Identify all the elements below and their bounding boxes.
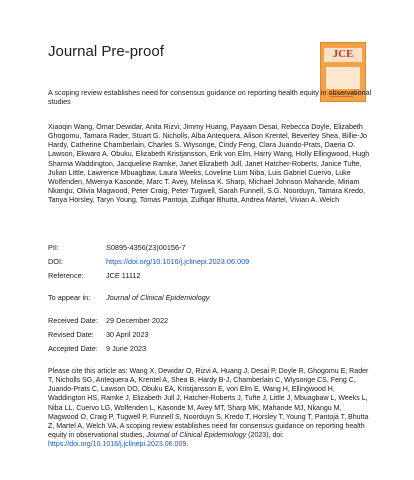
- citation-end: .: [186, 441, 189, 449]
- revised-date: 30 April 2023: [106, 330, 149, 339]
- to-appear-label: To appear in:: [48, 293, 91, 302]
- received-label: Received Date:: [48, 316, 98, 325]
- pii-value: S0895-4356(23)00156-7: [106, 243, 186, 252]
- header-title: Journal Pre-proof: [48, 43, 164, 60]
- accepted-date: 9 June 2023: [106, 344, 147, 353]
- citation-text: Please cite this article as: Wang X, Dewidar O, Rizvi A, Huang J, Desai P, Doyle R, Ghogomu E, Rader T, Nicholls SG, Antequera A, Krentel A, Shea B, Hardy B-J, Chamberlain C, Wiysonge CS, Feng C, Juando-Prats C, Lawson DO, Obuku EA, Kristjansson E, von Elm E, Wang H, Ellingwood H, Waddington HS, Ramke J, Elizabeth Jull J, Hatcher-Roberts J, Tufte J, Little J, Mbuagbaw L, Weeks L, Niba LL, Cuervo LG, Wolfenden L, Kasonde M, Avey MT, Sharp MK, Mahande MJ, Nkangu M, Magwood O, Craig P, Tugwell P, Funnell S, Noorduyn S, Kredo T, Horsley T, Young T, Pantoja T, Bhutta Z, Martel A, Welch VA, A scoping review establishes need for consensus guidance on reporting health equity in observational studies,: [48, 368, 369, 440]
- citation-paragraph: [48, 367, 373, 449]
- citation-doi-link[interactable]: https://doi.org/10.1016/j.jclinepi.2023.06.009: [48, 441, 187, 449]
- journal-name: Journal of Clinical Epidemiology: [106, 293, 210, 302]
- received-date: 29 December 2022: [106, 316, 169, 325]
- reference-label: Reference:: [48, 271, 84, 280]
- pii-label: PII:: [48, 243, 59, 252]
- doi-label: DOI:: [48, 257, 63, 266]
- cover-panel: [326, 67, 360, 89]
- article-title: A scoping review establishes need for consensus guidance on reporting health equity in observational studies: [48, 88, 372, 107]
- accepted-label: Accepted Date:: [48, 344, 98, 353]
- author-list: Xiaoqin Wang, Omar Dewidar, Anita Rizvi, Jimmy Huang, Payaam Desai, Rebecca Doyle, Elizabeth Ghogomu, Tamara Rader, Stuart G. Nicholls, Alba Antequera, Alison Krentel, Beverley Shea, Billie-Jo Hardy, Catherine Chamberlain, Charles S. Wiysonge, Cindy Feng, Clara Juando-Prats, Daeria O. Lawson, Ekwaro A. Obuku, Elizabeth Kristjansson, Erik von Elm, Harry Wang, Holly Ellingwood, Hugh Sharma Waddington, Jacqueline Ramke, Janet Elizabeth Jull, Janet Hatcher-Roberts, Janice Tufte, Julian Little, Lawrence Mbuagbaw, Laura Weeks, Loveline Lum Niba, Luis Gabriel Cuervo, Luke Wolfenden, Mwenya Kasonde, Marc T. Avey, Melissa K. Sharp, Michael Johnson Mahande, Miriam Nkangu, Olivia Magwood, Peter Craig, Peter Tugwell, Sarah Funnell, S.G. Noorduyn, Tamara Kredo, Tanya Horsley, Taryn Young, Tomas Pantoja, Zulfiqar Bhutta, Andrea Martel, Vivian A. Welch: [48, 123, 370, 205]
- revised-label: Revised Date:: [48, 330, 94, 339]
- citation-journal: Journal of Clinical Epidemiology: [146, 432, 247, 440]
- doi-link[interactable]: https://doi.org/10.1016/j.jclinepi.2023.06.009: [106, 257, 250, 266]
- reference-value: JCE 11112: [106, 271, 141, 280]
- cover-logo-text: JCE: [332, 48, 354, 60]
- citation-year-doi: (2023), doi:: [246, 432, 284, 440]
